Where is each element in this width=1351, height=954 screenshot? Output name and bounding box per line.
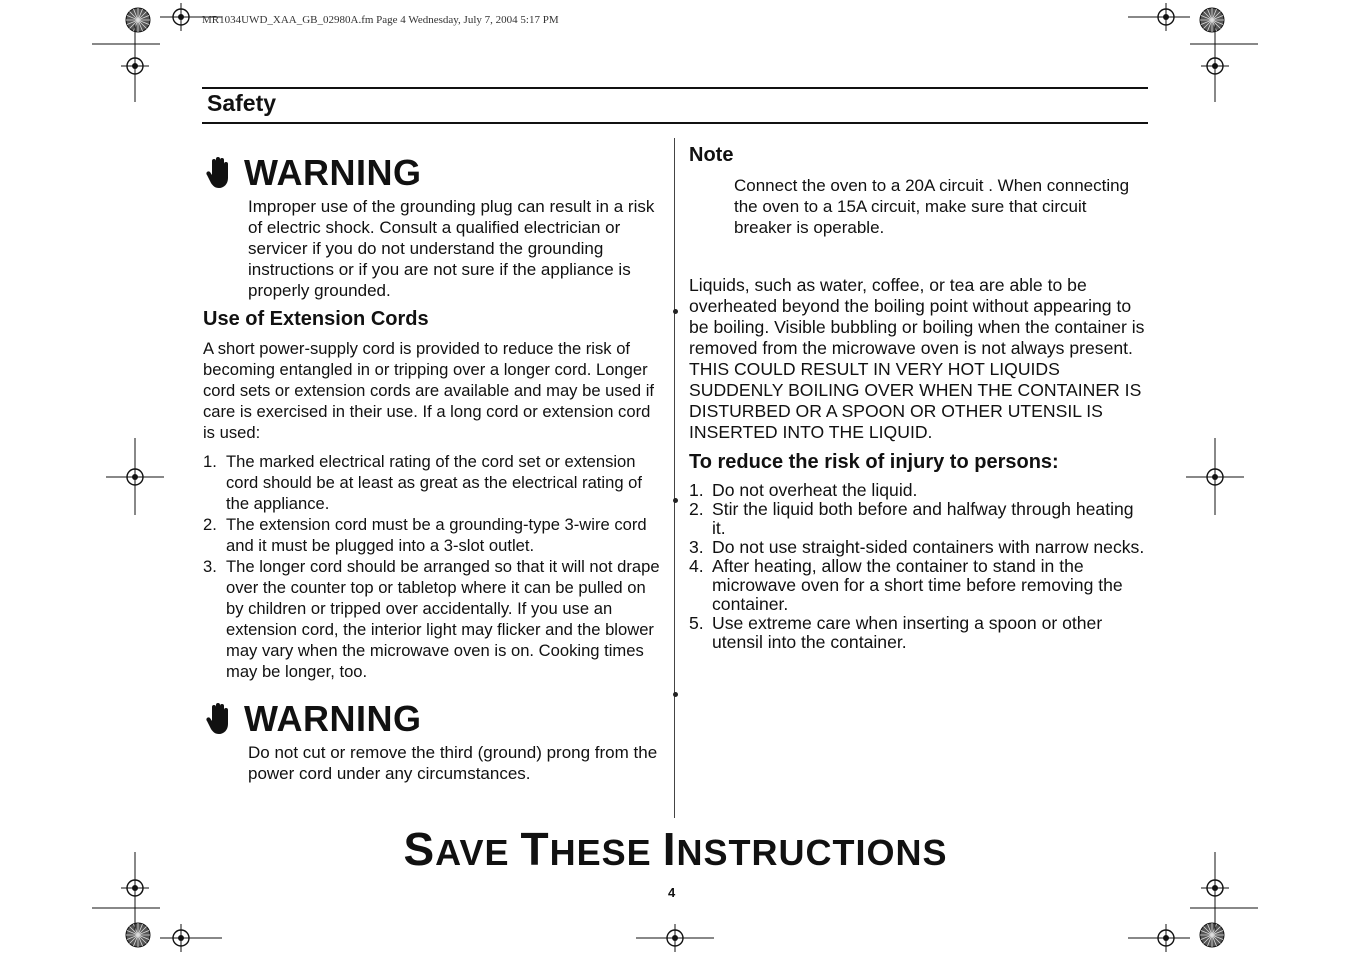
starburst-icon <box>126 8 150 32</box>
list-item: 2. Stir the liquid both before and halfway through heating it. <box>689 499 1134 538</box>
list-item: 4. After heating, allow the container to stand in the microwave oven for a short time before removing the container. <box>689 556 1123 614</box>
list-item: 5. Use extreme care when inserting a spoon or other utensil into the container. <box>689 613 1103 652</box>
save-instructions-banner: SAVE THESE INSTRUCTIONS <box>403 823 948 875</box>
extension-cords-heading: Use of Extension Cords <box>203 308 429 330</box>
extension-cords-section <box>203 308 663 682</box>
warning-heading-1 <box>206 152 422 194</box>
starburst-icon <box>1200 923 1224 947</box>
title-rule <box>202 122 1148 124</box>
warning-body-1: Improper use of the grounding plug can result in a risk of electric shock. Consult a qualified electrician or servicer if you do not understand the grounding instructions or if you are not sure if the appliance is properly grounded. <box>248 197 655 300</box>
injury-heading: To reduce the risk of injury to persons: <box>689 451 1059 473</box>
injury-list <box>689 481 1149 652</box>
extension-cords-list <box>203 451 663 682</box>
binding-dot <box>673 498 678 503</box>
column-divider <box>674 138 675 818</box>
file-header: MR1034UWD_XAA_GB_02980A.fm Page 4 Wednesday, July 7, 2004 5:17 PM <box>202 14 559 26</box>
note-body: Connect the oven to a 20A circuit . When connecting the oven to a 15A circuit, make sure that circuit breaker is operable. <box>734 176 1130 237</box>
warning-heading-2 <box>206 698 422 740</box>
binding-dot <box>673 692 678 697</box>
liquids-warning-text: Liquids, such as water, coffee, or tea are able to be overheated beyond the boiling point without appearing to be boiling. Visible bubbling or boiling when the container is removed from the microwave oven is not always present. THIS COULD RESULT IN VERY HOT LIQUIDS SUDDENLY BOILING OVER WHEN THE CONTAINER IS DISTURBED OR A SPOON OR OTHER UTENSIL IS INSERTED INTO THE LIQUID. <box>689 275 1145 442</box>
list-item: 1. Do not overheat the liquid. <box>689 480 918 500</box>
list-item: 2. The extension cord must be a grounding-type 3-wire cord and it must be plugged into a 3-slot outlet. <box>203 515 647 555</box>
warning-title: WARNING <box>244 698 422 739</box>
list-item: 1. The marked electrical rating of the cord set or extension cord should be at least as great as the electrical rating of the appliance. <box>203 452 643 513</box>
warning-title: WARNING <box>244 152 422 193</box>
warning-body-2: Do not cut or remove the third (ground) prong from the power cord under any circumstances. <box>248 743 658 783</box>
top-rule <box>202 87 1148 89</box>
extension-cords-intro: A short power-supply cord is provided to reduce the risk of becoming entangled in or tripping over a longer cord. Longer cord sets or extension cords are available and may be used if care is exercised in their use. If a long cord or extension cord is used: <box>203 339 655 442</box>
note-heading: Note <box>689 144 734 166</box>
binding-dot <box>673 309 678 314</box>
starburst-icon <box>1200 8 1224 32</box>
section-title: Safety <box>207 90 277 116</box>
list-item: 3. Do not use straight-sided containers with narrow necks. <box>689 537 1145 557</box>
starburst-icon <box>126 923 150 947</box>
hand-stop-icon <box>206 156 232 190</box>
list-item: 3. The longer cord should be arranged so that it will not drape over the counter top or tabletop where it can be pulled on by children or tripped over accidentally. If you use an extension cord, the interior light may flicker and the blower may vary when the microwave oven is on. Cooking times may be longer, too. <box>203 557 660 681</box>
hand-stop-icon <box>206 702 232 736</box>
page-number: 4 <box>668 885 676 900</box>
